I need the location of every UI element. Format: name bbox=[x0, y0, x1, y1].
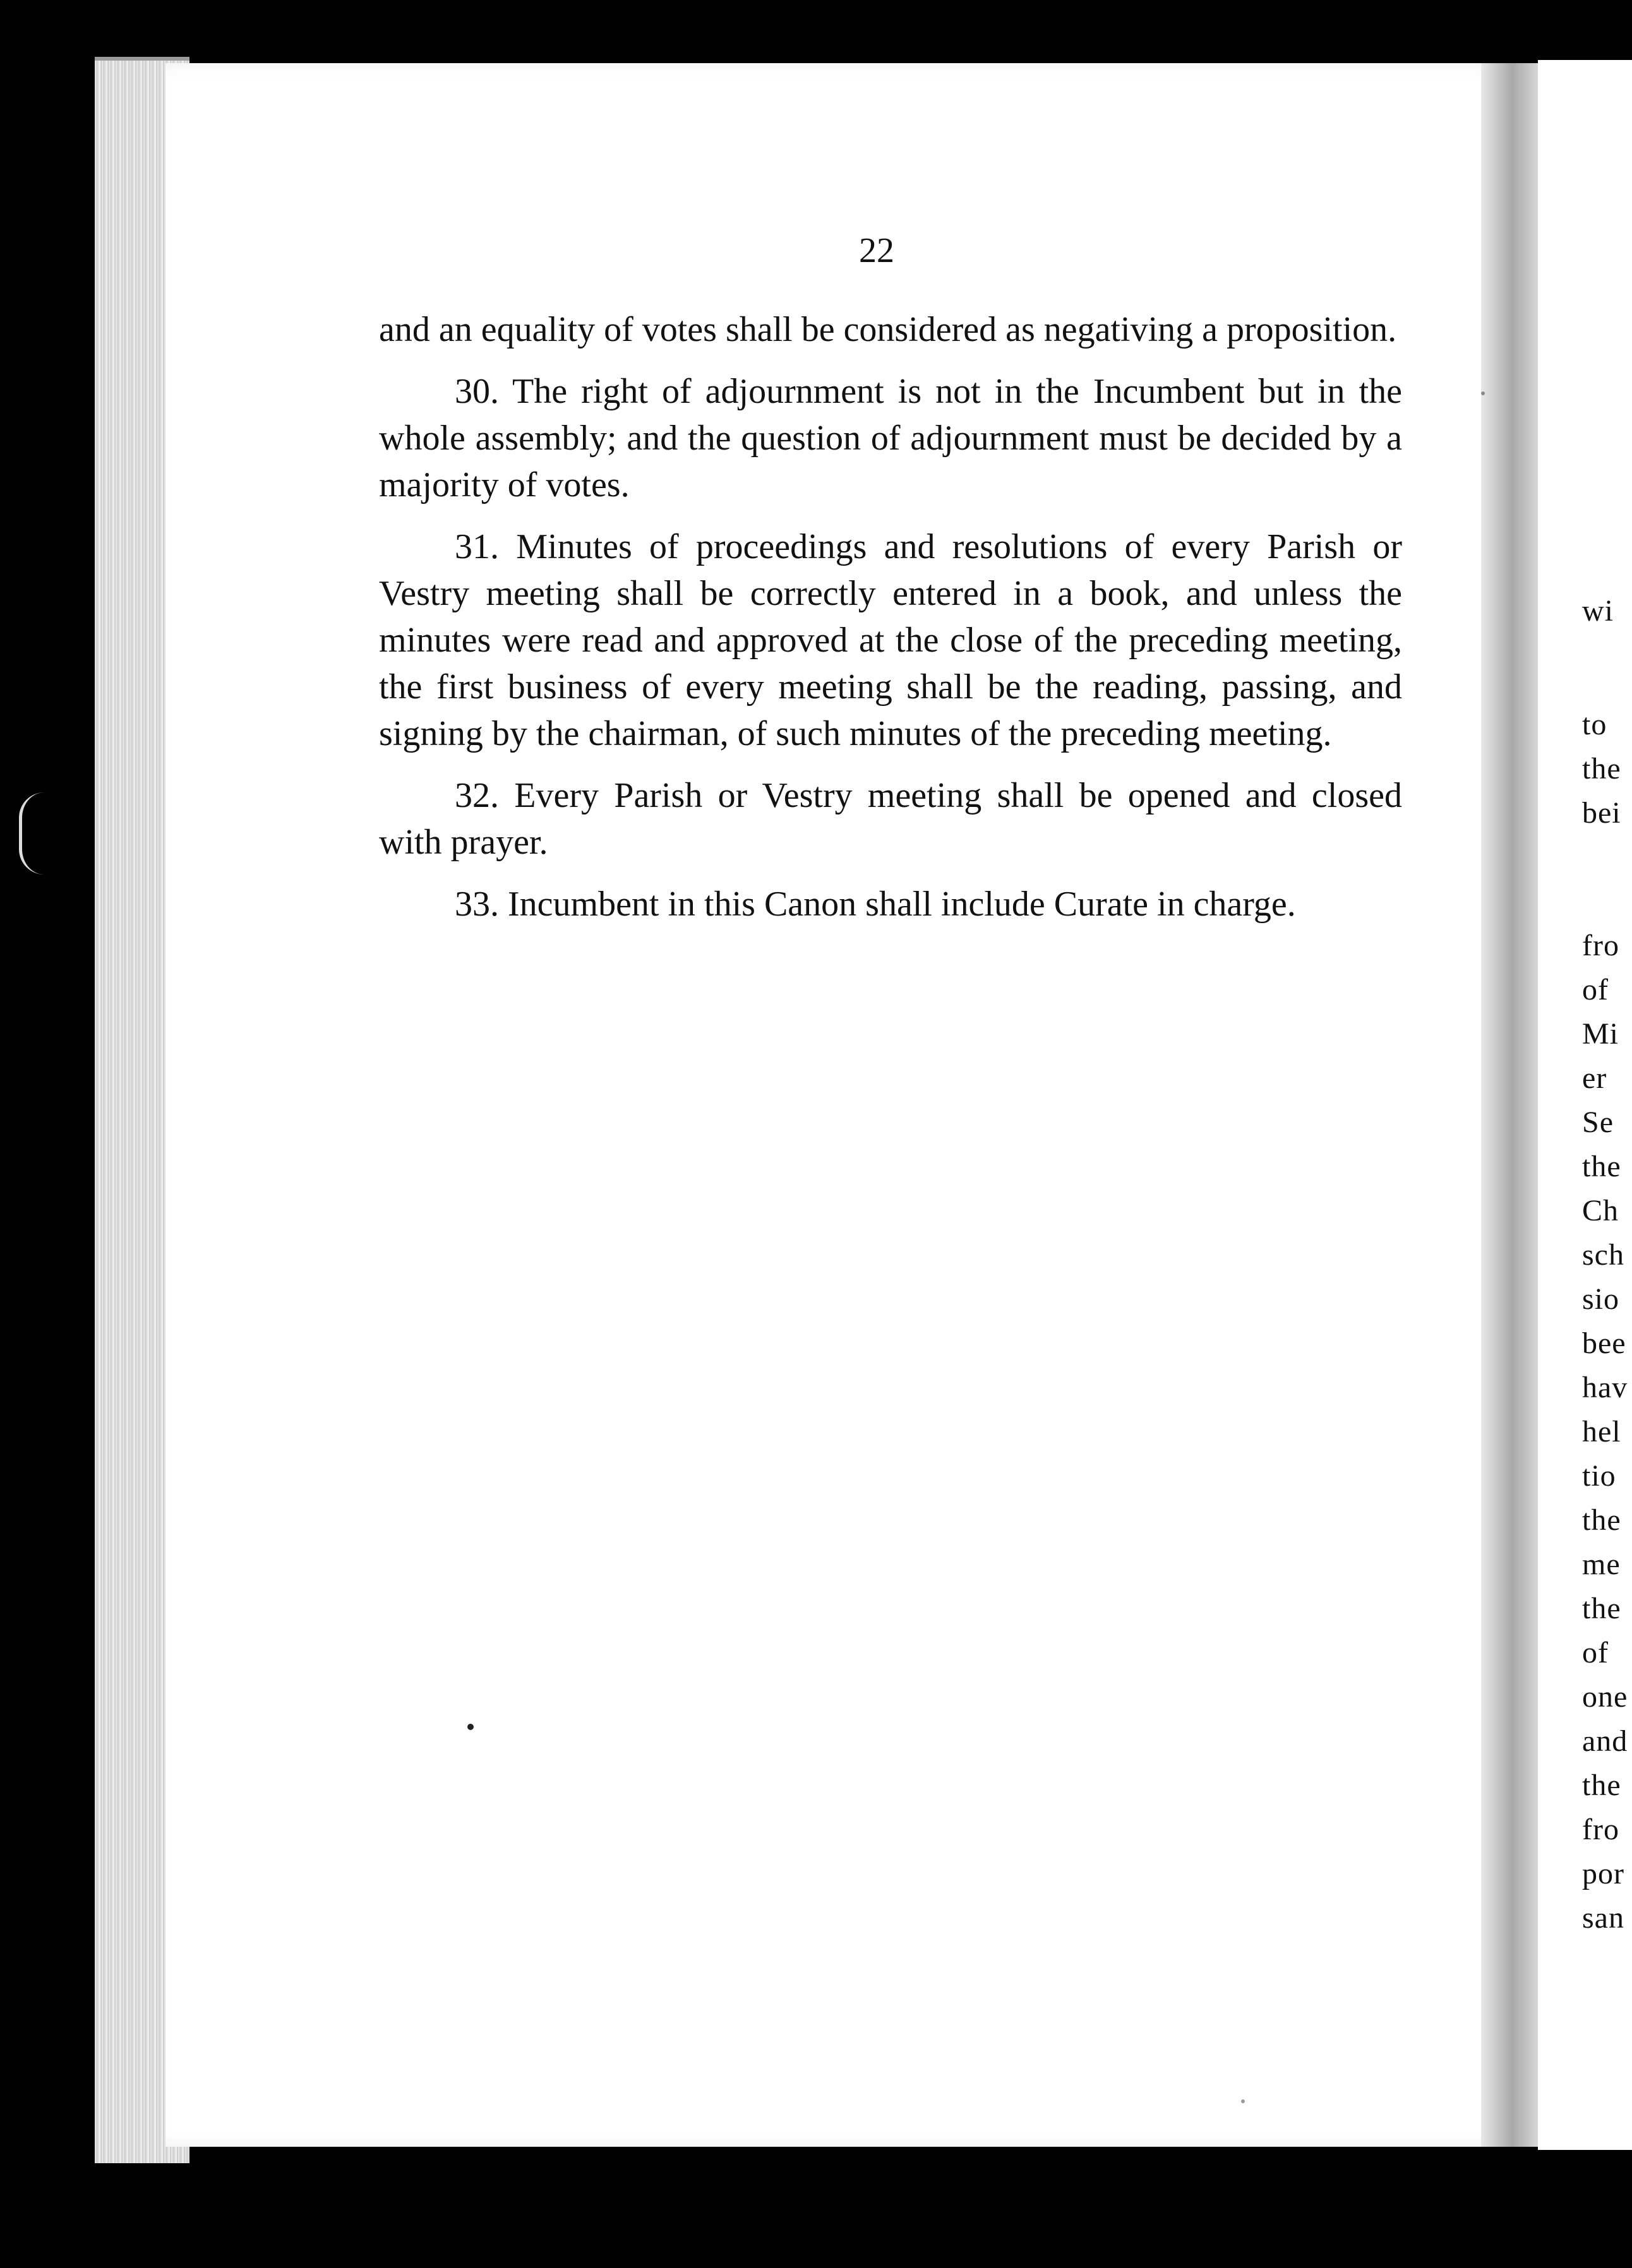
page-number: 22 bbox=[859, 231, 894, 270]
paragraph: and an equality of votes shall be considered as negativing a proposition. bbox=[379, 310, 1397, 349]
opposite-fragment: hav bbox=[1582, 1371, 1628, 1404]
paragraph: 33. Incumbent in this Canon shall include Curate in charge. bbox=[455, 885, 1296, 924]
opposite-fragment: the bbox=[1582, 1769, 1621, 1802]
opposite-fragment: Ch bbox=[1582, 1194, 1619, 1227]
opposite-fragment: fro bbox=[1582, 929, 1619, 962]
opposite-fragment: bee bbox=[1582, 1327, 1626, 1360]
opposite-fragment: bei bbox=[1582, 796, 1621, 830]
opposite-fragment: sch bbox=[1582, 1238, 1624, 1272]
opposite-fragment: the bbox=[1582, 1503, 1621, 1537]
ink-speck bbox=[1241, 2099, 1245, 2103]
opposite-fragment: er bbox=[1582, 1061, 1607, 1095]
book-gutter bbox=[1481, 63, 1538, 2147]
opposite-fragment: Mi bbox=[1582, 1017, 1619, 1051]
opposite-fragment: the bbox=[1582, 1592, 1621, 1625]
opposite-fragment: of bbox=[1582, 1636, 1609, 1669]
opposite-fragment: por bbox=[1582, 1857, 1624, 1890]
opposite-fragment: tio bbox=[1582, 1459, 1616, 1493]
opposite-fragment: one bbox=[1582, 1680, 1628, 1714]
opposite-fragment: the bbox=[1582, 1150, 1621, 1183]
opposite-fragment: wi bbox=[1582, 594, 1614, 628]
ink-speck bbox=[1481, 391, 1485, 395]
paragraph: 32. Every Parish or Vestry meeting shall be opened and closed with prayer. bbox=[379, 776, 1402, 862]
page-body bbox=[379, 306, 1402, 943]
scan-margin-mark bbox=[19, 792, 79, 874]
opposite-fragment: the bbox=[1582, 752, 1621, 785]
paragraph: 30. The right of adjournment is not in the Incumbent but in the whole assembly; and the question of adjournment must be decided by a majority of votes. bbox=[379, 372, 1402, 504]
opposite-fragment: hel bbox=[1582, 1415, 1621, 1448]
opposite-fragment: of bbox=[1582, 973, 1609, 1006]
opposite-fragment: san bbox=[1582, 1901, 1624, 1935]
ink-speck bbox=[467, 1724, 474, 1730]
opposite-fragment: Se bbox=[1582, 1106, 1614, 1139]
opposite-fragment: me bbox=[1582, 1548, 1621, 1581]
opposite-fragment: and bbox=[1582, 1724, 1628, 1758]
paragraph: 31. Minutes of proceedings and resolutions of every Parish or Vestry meeting shall be correctly entered in a book, and unless the minutes were read and approved at the close of the preceding meeting, the first business of every meeting shall be the reading, passing, and signing by the chairman, of such minutes of the preceding meeting. bbox=[379, 527, 1402, 753]
opposite-fragment: sio bbox=[1582, 1282, 1620, 1316]
opposite-fragment: to bbox=[1582, 708, 1607, 741]
book-page-right bbox=[1538, 60, 1632, 2150]
opposite-fragment: fro bbox=[1582, 1813, 1619, 1846]
